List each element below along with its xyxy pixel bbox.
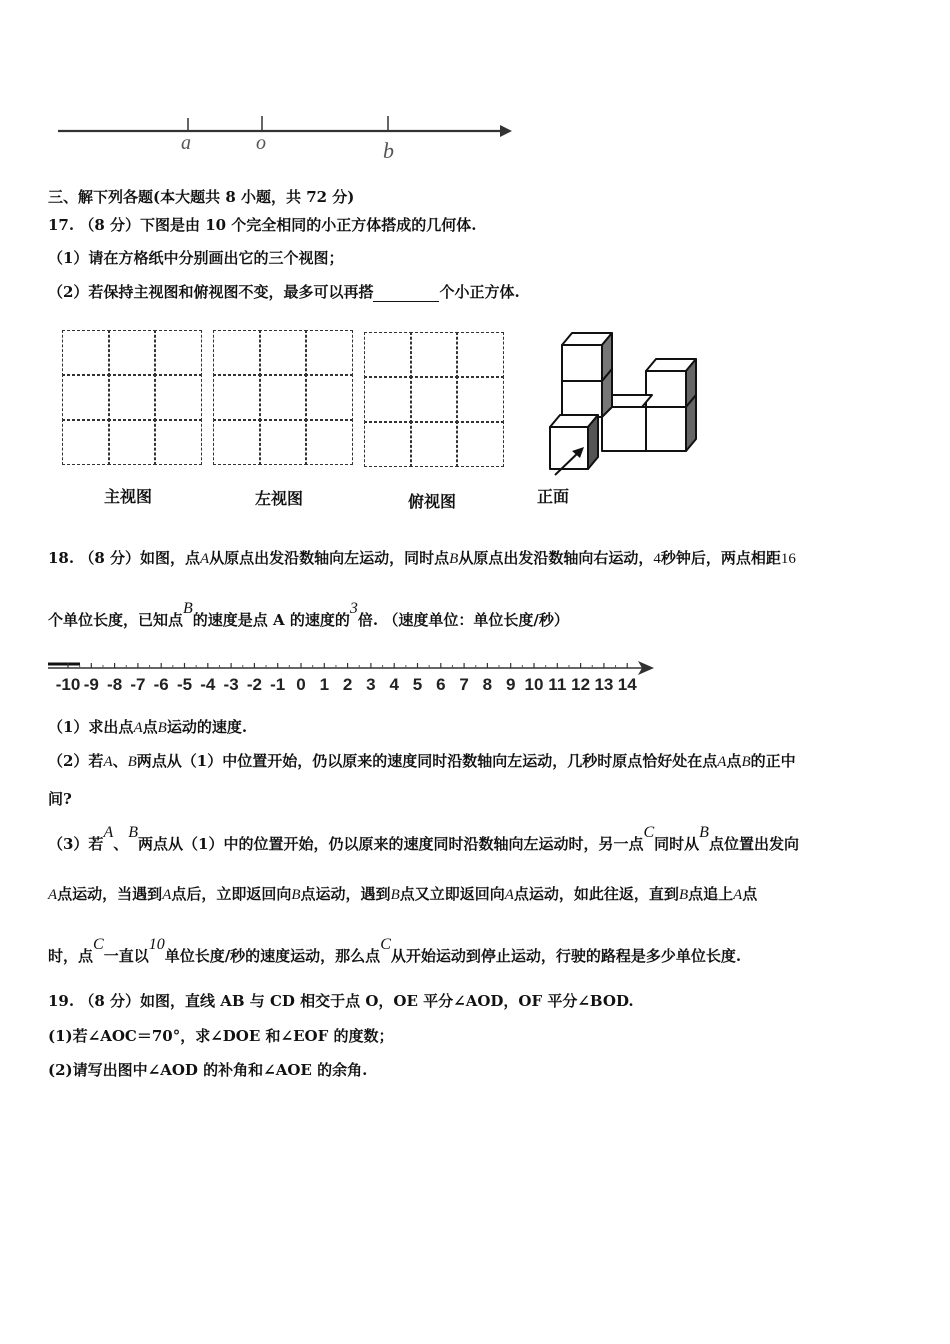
q17-part2-text: （2）若保持主视图和俯视图不变，最多可以再搭 [48, 283, 374, 301]
var-A: A [48, 887, 58, 903]
tick-label: 8 [482, 675, 493, 694]
q18-text: 的速度是点 A 的速度的 [192, 611, 350, 629]
var-A: A [199, 551, 210, 567]
tick-label: 11 [548, 675, 567, 694]
q18-text: 从开始运动到停止运动，行驶的路程是多少单位长度. [390, 947, 742, 965]
q17-part1: （1）请在方格纸中分别画出它的三个视图； [48, 249, 344, 267]
tick-label: -3 [223, 675, 239, 694]
var-B: B [449, 551, 459, 567]
grid-top-view [364, 332, 504, 467]
tick-label: 14 [617, 675, 637, 694]
grid-left-view [213, 330, 353, 465]
tick-label: -7 [130, 675, 146, 694]
var-A: A [504, 887, 514, 903]
q18-text: 、 [113, 835, 129, 853]
tick-label: 6 [436, 675, 446, 694]
q18-text: 从原点出发沿数轴向左运动，同时点 [209, 549, 450, 567]
q18-text: 点追上 [688, 885, 734, 903]
q18-text: 、 [112, 752, 128, 770]
var-A: A [103, 824, 114, 841]
var-A: A [733, 887, 743, 903]
q17-heading: 17. （8 分）下图是由 10 个完全相同的小正方体搭成的几何体. [48, 216, 477, 234]
tick-label: 4 [389, 675, 399, 694]
caption-left-view: 左视图 [255, 489, 304, 508]
tick-label: 2 [342, 675, 353, 694]
caption-main-view: 主视图 [104, 487, 153, 506]
q18-text: 点又立即返回向 [399, 885, 505, 903]
q18-text: （1）求出点 [48, 718, 134, 736]
q18-text: 点运动，遇到 [300, 885, 391, 903]
q18-part2 [48, 750, 796, 771]
var-B: B [699, 824, 709, 841]
q18-text: 点 [742, 885, 758, 903]
tick-label: 0 [296, 675, 306, 694]
tick-label: -10 [55, 675, 81, 694]
q18-line2 [48, 600, 569, 630]
q18-text: （3）若 [48, 835, 104, 853]
tick-label: 1 [319, 675, 330, 694]
var-B: B [390, 887, 400, 903]
q18-number-line [44, 650, 664, 700]
tick-label: -9 [83, 675, 99, 694]
q17-part2-tail: 个小正方体. [439, 283, 520, 301]
q18-part3 [48, 824, 799, 854]
q19-heading: 19. （8 分）如图，直线 AB 与 CD 相交于点 O，OE 平分∠AOD，OF 平分∠BOD. [48, 992, 634, 1010]
var-A: A [133, 720, 143, 736]
caption-top-view: 俯视图 [408, 492, 457, 511]
num-10: 10 [148, 936, 165, 953]
q18-text: （2）若 [48, 752, 104, 770]
q18-text: 点 [142, 718, 158, 736]
q18-text: 从原点出发沿数轴向右运动， [458, 549, 654, 567]
top-number-line [50, 110, 520, 165]
var-B: B [157, 720, 167, 736]
caption-front: 正面 [537, 487, 570, 506]
tick-label: -8 [107, 675, 123, 694]
num-16: 16 [780, 551, 796, 567]
q18-text: 的正中 [750, 752, 796, 770]
q18-line1 [48, 547, 796, 568]
grid-main-view [62, 330, 202, 465]
q18-text: 个单位长度，已知点 [48, 611, 184, 629]
q19-part2: (2)请写出图中∠AOD 的补角和∠AOE 的余角. [48, 1061, 368, 1079]
q18-text: 运动的速度. [166, 718, 248, 736]
q18-part1 [48, 716, 247, 737]
q18-part3-line2 [48, 883, 757, 904]
tick-label: 5 [412, 675, 423, 694]
q18-text: 一直以 [103, 947, 149, 965]
q18-text: 点 [726, 752, 742, 770]
q18-text: 点后，立即返回向 [171, 885, 292, 903]
tick-label: 10 [524, 675, 544, 694]
var-B: B [183, 600, 193, 617]
tick-label: 9 [505, 675, 516, 694]
var-B: B [127, 754, 137, 770]
q18-text: 两点从（1）中位置开始，仍以原来的速度同时沿数轴向左运动，几秒时原点恰好处在点 [136, 752, 718, 770]
q17-part2 [48, 281, 520, 302]
var-C: C [93, 936, 104, 953]
tick-label: -6 [153, 675, 169, 694]
q18-text: 倍. （速度单位：单位长度/秒） [357, 611, 569, 629]
var-C: C [643, 824, 655, 841]
tick-label: -1 [270, 675, 286, 694]
q18-text: 点运动，当遇到 [57, 885, 163, 903]
tick-label: -5 [176, 675, 193, 694]
tick-label: -2 [246, 675, 262, 694]
q18-text: 点运动，如此往返，直到 [513, 885, 679, 903]
tick-label: 13 [594, 675, 614, 694]
answer-blank [373, 287, 439, 302]
label-a: a [181, 132, 191, 154]
q18-text: 同时从 [654, 835, 700, 853]
var-B: B [291, 887, 301, 903]
var-B: B [128, 824, 139, 841]
var-A: A [162, 887, 172, 903]
q18-text: 18. （8 分）如图，点 [48, 549, 200, 567]
num-3: 3 [349, 600, 358, 617]
cube-solid-figure [540, 325, 705, 495]
section-title: 三、解下列各题(本大题共 8 小题，共 72 分) [48, 188, 355, 206]
q18-text: 两点从（1）中的位置开始，仍以原来的速度同时沿数轴向左运动时，另一点 [138, 835, 644, 853]
var-C: C [380, 936, 391, 953]
var-A: A [717, 754, 727, 770]
var-A: A [103, 754, 113, 770]
tick-label: 7 [459, 675, 469, 694]
label-b: b [383, 138, 394, 163]
var-B: B [741, 754, 751, 770]
q18-text: 单位长度/秒的速度运动，那么点 [164, 947, 381, 965]
q18-part2-cont: 间? [48, 790, 72, 808]
num-4: 4 [653, 551, 661, 567]
tick-label: 3 [366, 675, 376, 694]
q18-text: 秒钟后，两点相距 [660, 549, 781, 567]
q19-part1: (1)若∠AOC＝70°，求∠DOE 和∠EOF 的度数； [48, 1027, 394, 1045]
tick-label: 12 [571, 675, 591, 694]
var-B: B [678, 887, 689, 903]
q18-part3-line3 [48, 936, 742, 966]
tick-label: -4 [200, 675, 216, 694]
label-o: o [256, 132, 266, 154]
q18-text: 点位置出发向 [708, 835, 799, 853]
q18-text: 时，点 [48, 947, 94, 965]
